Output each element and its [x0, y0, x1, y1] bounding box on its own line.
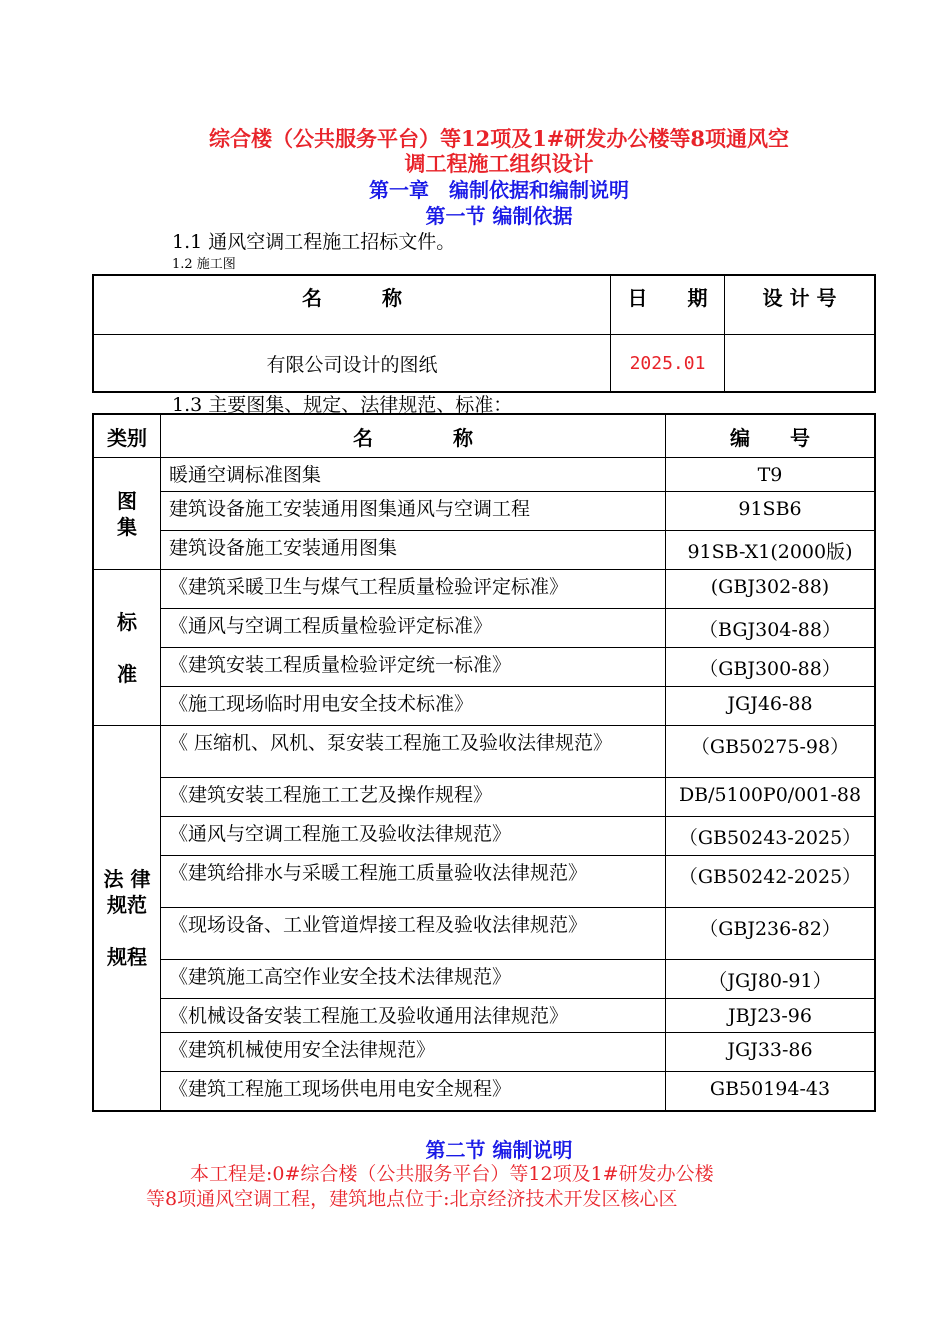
- standard-name: 《 压缩机、风机、泵安装工程施工及验收法律规范》: [161, 726, 666, 778]
- table-row: [93, 1033, 875, 1072]
- table-row: [93, 1072, 875, 1112]
- standard-code: （JGJ80-91）: [666, 960, 876, 999]
- standard-name: 《机械设备安装工程施工及验收通用法律规范》: [161, 999, 666, 1033]
- standard-code: 91SB-X1(2000版): [666, 531, 876, 570]
- standard-code: JGJ46-88: [666, 687, 876, 726]
- table-row: [93, 778, 875, 817]
- basis-item-3: 1.3 主要图集、规定、法律规范、标准：: [172, 394, 513, 416]
- standard-code: JGJ33-86: [666, 1033, 876, 1072]
- standard-name: 《建筑采暖卫生与煤气工程质量检验评定标准》: [161, 570, 666, 609]
- standard-name: 《现场设备、工业管道焊接工程及验收法律规范》: [161, 908, 666, 960]
- table-row: [93, 856, 875, 908]
- category-laws: 法 律 规范 规程: [93, 726, 161, 1112]
- category-standards: 标 准: [93, 570, 161, 726]
- basis-item-1: 1.1 通风空调工程施工招标文件。: [172, 231, 456, 253]
- header-date: 日 期: [611, 275, 725, 335]
- standard-code: （GBJ300-88）: [666, 648, 876, 687]
- standard-name: 《建筑安装工程施工工艺及操作规程》: [161, 778, 666, 817]
- standard-code: DB/5100P0/001-88: [666, 778, 876, 817]
- header-name: 名 称: [93, 275, 611, 335]
- standard-name: 《建筑工程施工现场供电用电安全规程》: [161, 1072, 666, 1112]
- table-row: [93, 570, 875, 609]
- standard-name: 《通风与空调工程施工及验收法律规范》: [161, 817, 666, 856]
- header-name: 名 称: [161, 414, 666, 458]
- drawing-name: 有限公司设计的图纸: [93, 335, 611, 393]
- section2-title: 第二节 编制说明: [425, 1138, 573, 1162]
- table-row: [93, 687, 875, 726]
- header-category: 类别: [93, 414, 161, 458]
- standard-name: 《施工现场临时用电安全技术标准》: [161, 687, 666, 726]
- table-row: [93, 999, 875, 1033]
- standard-code: T9: [666, 458, 876, 492]
- document-title-line2: 调工程施工组织设计: [404, 151, 594, 176]
- chapter-title: 第一章 编制依据和编制说明: [369, 178, 629, 202]
- standard-code: （GB50243-2025）: [666, 817, 876, 856]
- description-line1: 本工程是:0#综合楼（公共服务平台）等12项及1#研发办公楼: [190, 1163, 714, 1185]
- standard-name: 建筑设备施工安装通用图集: [161, 531, 666, 570]
- table-row: [93, 817, 875, 856]
- table-row: [93, 531, 875, 570]
- standard-code: (GBJ302-88): [666, 570, 876, 609]
- standard-code: （BGJ304-88）: [666, 609, 876, 648]
- standard-code: （GB50242-2025）: [666, 856, 876, 908]
- standard-code: 91SB6: [666, 492, 876, 531]
- standard-name: 暖通空调标准图集: [161, 458, 666, 492]
- header-design-no: 设 计 号: [725, 275, 876, 335]
- category-atlas: 图 集: [93, 458, 161, 570]
- section1-title: 第一节 编制依据: [425, 204, 573, 228]
- standard-name: 《建筑给排水与采暖工程施工质量验收法律规范》: [161, 856, 666, 908]
- standard-name: 《通风与空调工程质量检验评定标准》: [161, 609, 666, 648]
- drawing-design-no: [725, 335, 876, 393]
- standard-name: 《建筑机械使用安全法律规范》: [161, 1033, 666, 1072]
- table-row: [93, 726, 875, 778]
- standard-code: GB50194-43: [666, 1072, 876, 1112]
- basis-item-2: 1.2 施工图: [172, 257, 236, 272]
- standard-code: JBJ23-96: [666, 999, 876, 1033]
- table-row: [93, 908, 875, 960]
- table-row: [93, 335, 875, 393]
- standard-code: （GB50275-98）: [666, 726, 876, 778]
- table-row: [93, 492, 875, 531]
- drawings-table: [92, 274, 876, 393]
- standards-table-header: [93, 414, 875, 458]
- table-row: [93, 960, 875, 999]
- standards-table: [92, 413, 876, 1112]
- table-row: [93, 609, 875, 648]
- standard-code: （GBJ236-82）: [666, 908, 876, 960]
- drawings-table-header: [93, 275, 875, 335]
- table-row: [93, 648, 875, 687]
- header-code: 编 号: [666, 414, 876, 458]
- standard-name: 建筑设备施工安装通用图集通风与空调工程: [161, 492, 666, 531]
- table-row: [93, 458, 875, 492]
- document-title-line1: 综合楼（公共服务平台）等12项及1#研发办公楼等8项通风空: [208, 126, 790, 151]
- drawing-date: 2025.01: [611, 335, 725, 393]
- standard-name: 《建筑施工高空作业安全技术法律规范》: [161, 960, 666, 999]
- standard-name: 《建筑安装工程质量检验评定统一标准》: [161, 648, 666, 687]
- description-line2: 等8项通风空调工程，建筑地点位于:北京经济技术开发区核心区: [146, 1188, 678, 1210]
